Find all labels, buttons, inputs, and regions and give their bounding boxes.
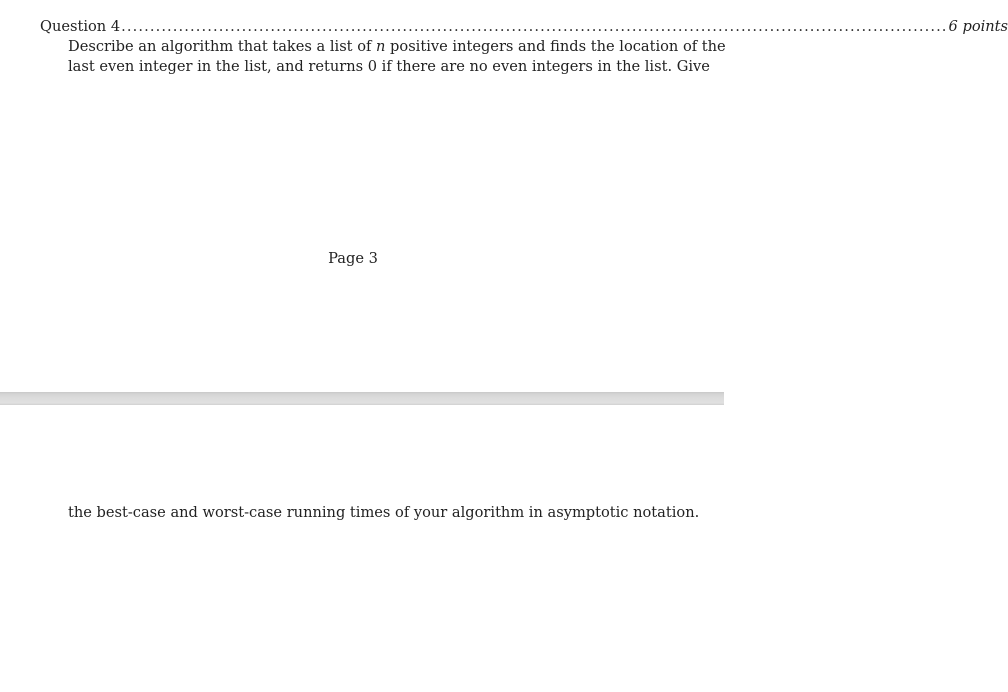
question-label: Question 4 <box>40 18 121 35</box>
question-text-line-2: last even integer in the list, and returns 0 if there are no even integers in the list. Give <box>68 58 710 75</box>
question-text-segment: Describe an algorithm that takes a list of <box>68 38 377 55</box>
page-number: Page 3 <box>328 250 378 267</box>
points-label: 6 points <box>948 18 1008 35</box>
page-separator <box>0 392 724 405</box>
question-text-continuation: the best-case and worst-case running times of your algorithm in asymptotic notation. <box>68 504 700 521</box>
question-header <box>40 17 1008 37</box>
leader-dots: ................................................................................................................................................ <box>121 18 948 35</box>
question-text-segment: positive integers and finds the location of the <box>385 38 726 55</box>
math-variable-n: n <box>376 38 386 55</box>
question-text-line-1 <box>68 37 726 57</box>
document-page-4 <box>0 405 724 692</box>
